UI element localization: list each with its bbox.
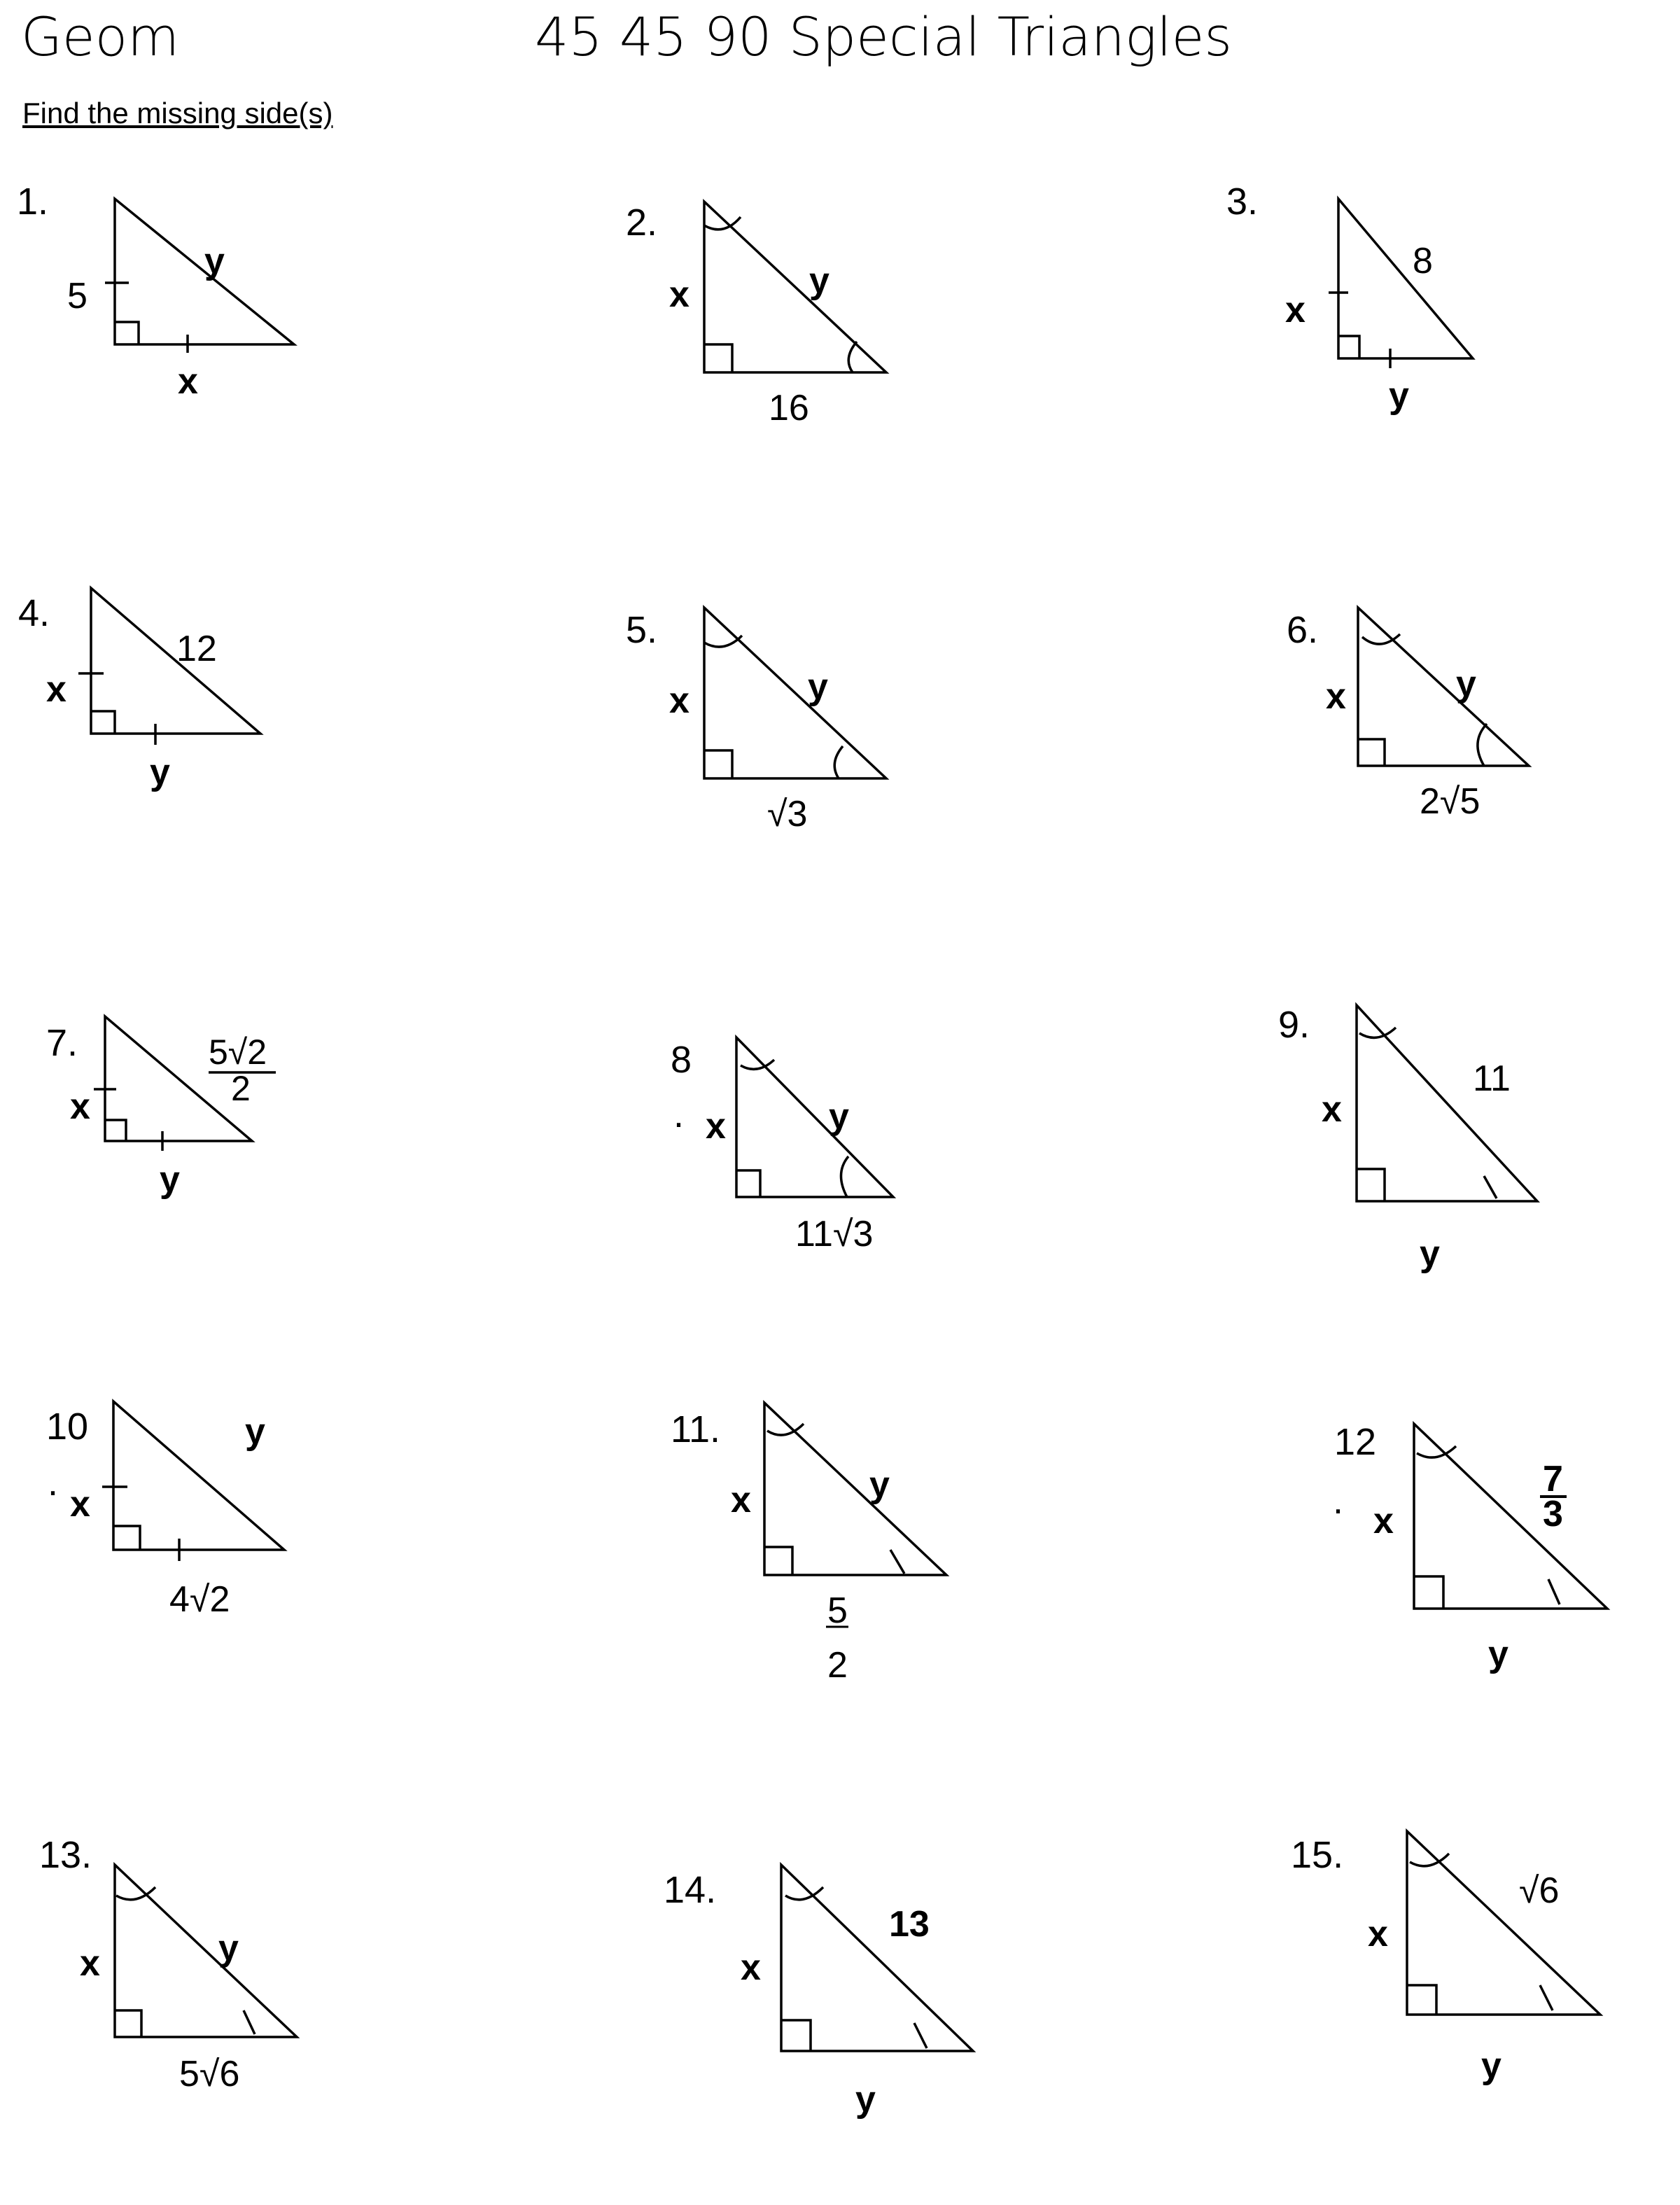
problem-number-dot: . (1333, 1480, 1344, 1522)
problem-14-triangle (781, 1865, 973, 2051)
left-leg-label: x (741, 1947, 761, 1988)
hypotenuse-label: √6 (1519, 1870, 1560, 1911)
bottom-leg-label: √3 (767, 794, 808, 834)
problem-number: 2. (626, 202, 658, 244)
problem-9-triangle (1357, 1005, 1537, 1201)
course-label: Geom (21, 6, 180, 68)
left-leg-label: x (80, 1943, 100, 1984)
bottom-leg-label: y (855, 2079, 876, 2120)
problem-number: 8 (671, 1039, 692, 1081)
left-leg-label: x (1322, 1089, 1342, 1130)
hypotenuse-label: y (1456, 664, 1476, 704)
problem-4-triangle (78, 588, 260, 745)
left-leg-label: 5 (67, 276, 88, 316)
bottom-leg-label: 2√5 (1420, 781, 1480, 822)
hypotenuse-label: y (218, 1928, 239, 1968)
problem-number: 12 (1334, 1421, 1377, 1463)
problem-2-triangle (704, 202, 886, 372)
problem-number: 10 (46, 1406, 89, 1448)
hypotenuse-label: 8 (1413, 241, 1433, 281)
problem-13-triangle (115, 1865, 297, 2037)
hypotenuse-label: y (808, 666, 828, 707)
problem-number: 11. (671, 1408, 721, 1450)
left-leg-label: x (1285, 290, 1306, 330)
hypotenuse-numerator: 5√2 (209, 1032, 267, 1072)
hypotenuse-numerator: 7 (1543, 1459, 1563, 1499)
problem-1-triangle (105, 199, 294, 353)
hypotenuse-label: y (829, 1096, 849, 1137)
hypotenuse-label: y (809, 260, 830, 301)
hypotenuse-label: y (869, 1464, 890, 1505)
bottom-leg-label: y (1389, 375, 1409, 416)
left-leg-label: x (1368, 1914, 1388, 1954)
left-leg-label: x (669, 274, 690, 315)
bottom-leg-numerator: 5 (827, 1590, 848, 1631)
problem-number: 1. (17, 181, 49, 223)
left-leg-label: x (46, 669, 66, 710)
bottom-leg-denominator: 2 (827, 1645, 848, 1686)
bottom-leg-label: 5√6 (179, 2054, 240, 2094)
left-leg-label: x (706, 1106, 726, 1147)
problem-number: 7. (46, 1022, 78, 1064)
bottom-leg-label: y (150, 752, 170, 792)
bottom-leg-label: 4√2 (169, 1579, 230, 1620)
problem-5-triangle (704, 608, 886, 778)
problem-11-triangle (764, 1403, 946, 1575)
problem-number: 4. (18, 592, 50, 634)
problem-12-triangle (1414, 1424, 1607, 1609)
bottom-leg-label: 11√3 (795, 1214, 874, 1254)
hypotenuse-label: 13 (889, 1904, 930, 1945)
problem-6-triangle (1358, 608, 1529, 766)
problem-number: 9. (1278, 1004, 1310, 1046)
left-leg-label: x (70, 1484, 90, 1525)
bottom-leg-label: y (1420, 1233, 1440, 1274)
hypotenuse-label: y (204, 241, 225, 281)
problem-15-triangle (1407, 1831, 1600, 2015)
problem-number: 13. (39, 1834, 92, 1876)
problem-number: 14. (664, 1869, 717, 1911)
problem-number-dot: . (673, 1093, 685, 1135)
left-leg-label: x (669, 680, 690, 721)
hypotenuse-denominator: 3 (1543, 1494, 1563, 1534)
hypotenuse-label: 12 (176, 629, 217, 669)
bottom-leg-label: y (1488, 1634, 1508, 1674)
bottom-leg-label: x (178, 361, 198, 402)
problem-number: 5. (626, 609, 658, 651)
problem-number: 3. (1226, 181, 1259, 223)
left-leg-label: x (70, 1086, 90, 1127)
bottom-leg-label: y (160, 1159, 180, 1200)
bottom-leg-label: 16 (769, 388, 809, 428)
left-leg-label: x (731, 1480, 751, 1520)
left-leg-label: x (1373, 1501, 1394, 1541)
hypotenuse-label: y (245, 1411, 265, 1452)
problem-3-triangle (1329, 199, 1473, 368)
hypotenuse-denominator: 2 (231, 1069, 251, 1108)
problem-8-triangle (736, 1037, 893, 1197)
problem-number: 6. (1287, 609, 1319, 651)
problem-number: 15. (1291, 1834, 1344, 1876)
instructions: Find the missing side(s) (22, 97, 333, 130)
worksheet-title: 45 45 90 Special Triangles (535, 6, 1233, 68)
problem-number-dot: . (48, 1462, 59, 1504)
bottom-leg-label: y (1481, 2045, 1502, 2086)
left-leg-label: x (1326, 676, 1346, 717)
hypotenuse-label: 11 (1473, 1058, 1511, 1099)
